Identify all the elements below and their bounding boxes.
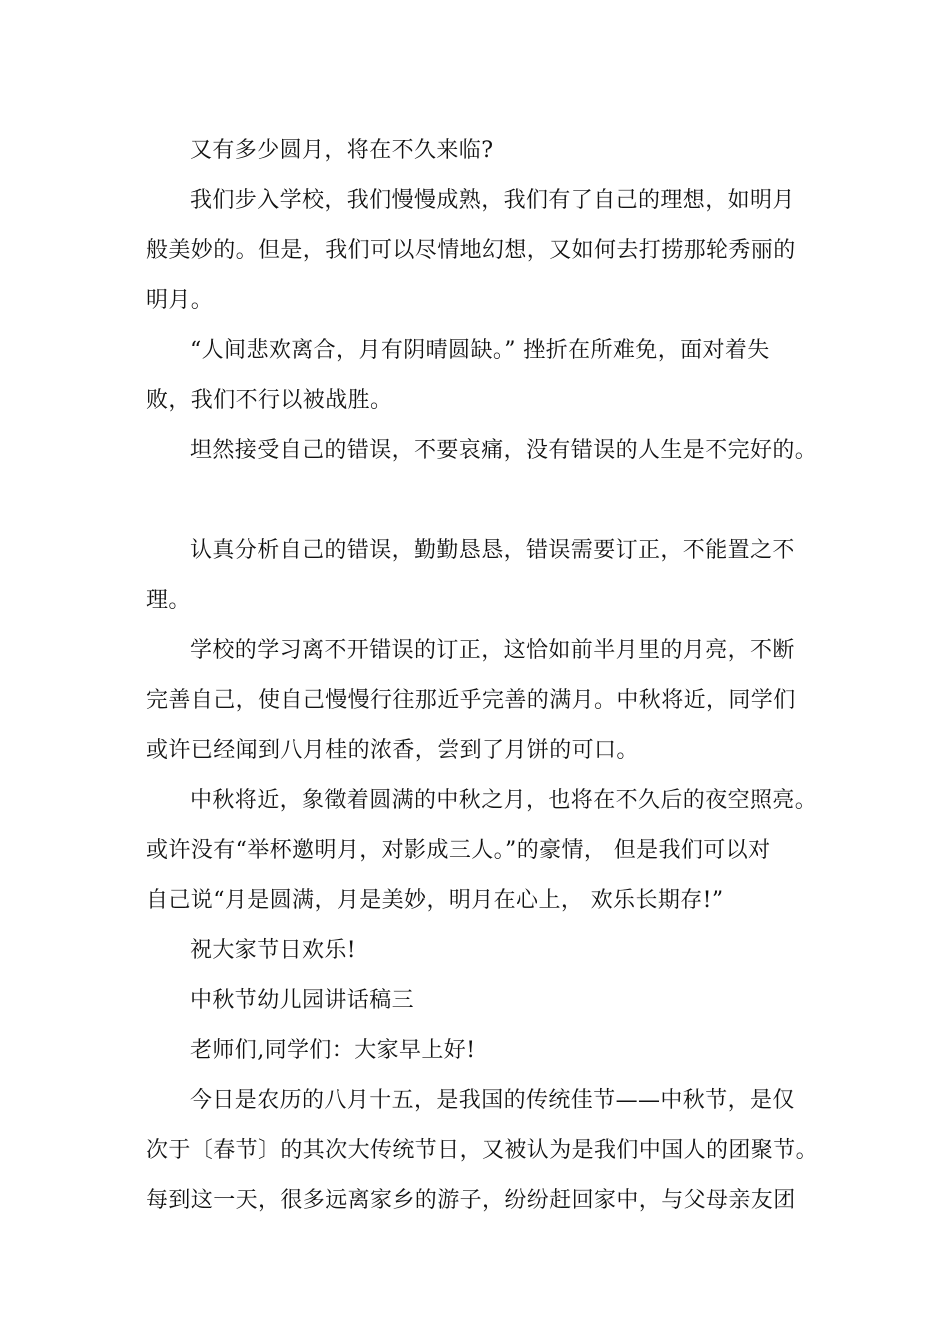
text-line: 或许没有“举杯邀明月，对影成三人。”的豪情， 但是我们可以对 bbox=[146, 838, 771, 863]
section-heading: 中秋节幼儿园讲话稿三 bbox=[190, 988, 415, 1013]
text-line: 完善自己，使自己慢慢行往那近乎完善的满月。中秋将近，同学们 bbox=[146, 688, 796, 713]
text-line: 败，我们不行以被战胜。 bbox=[146, 388, 393, 413]
text-line: 般美妙的。但是，我们可以尽情地幻想，又如何去打捞那轮秀丽的 bbox=[146, 238, 796, 263]
text-line: 或许已经闻到八月桂的浓香，尝到了月饼的可口。 bbox=[146, 738, 639, 763]
text-line: 我们步入学校，我们慢慢成熟，我们有了自己的理想，如明月 bbox=[190, 188, 795, 213]
text-line: 中秋将近，象徵着圆满的中秋之月，也将在不久后的夜空照亮。 bbox=[190, 788, 818, 813]
text-line: 理。 bbox=[146, 588, 191, 613]
text-line: 学校的学习离不开错误的订正，这恰如前半月里的月亮，不断 bbox=[190, 638, 795, 663]
text-line: 今日是农历的八月十五，是我国的传统佳节——中秋节，是仅 bbox=[190, 1088, 795, 1113]
text-line: “人间悲欢离合，月有阴晴圆缺。” 挫折在所难免，面对着失 bbox=[190, 338, 770, 363]
text-line: 自己说“月是圆满，月是美妙，明月在心上， 欢乐长期存!” bbox=[146, 888, 724, 913]
text-line: 祝大家节日欢乐! bbox=[190, 938, 357, 963]
text-line: 明月。 bbox=[146, 288, 214, 313]
text-line: 每到这一天，很多远离家乡的游子，纷纷赶回家中，与父母亲友团 bbox=[146, 1188, 796, 1213]
text-line: 认真分析自己的错误，勤勤恳恳，错误需要订正，不能置之不 bbox=[190, 538, 795, 563]
text-line: 老师们,同学们：大家早上好! bbox=[190, 1038, 476, 1063]
text-line: 又有多少圆月，将在不久来临? bbox=[190, 138, 494, 163]
text-line: 次于〔春节〕的其次大传统节日，又被认为是我们中国人的团聚节。 bbox=[146, 1138, 819, 1163]
text-line: 坦然接受自己的错误，不要哀痛，没有错误的人生是不完好的。 bbox=[190, 438, 818, 463]
